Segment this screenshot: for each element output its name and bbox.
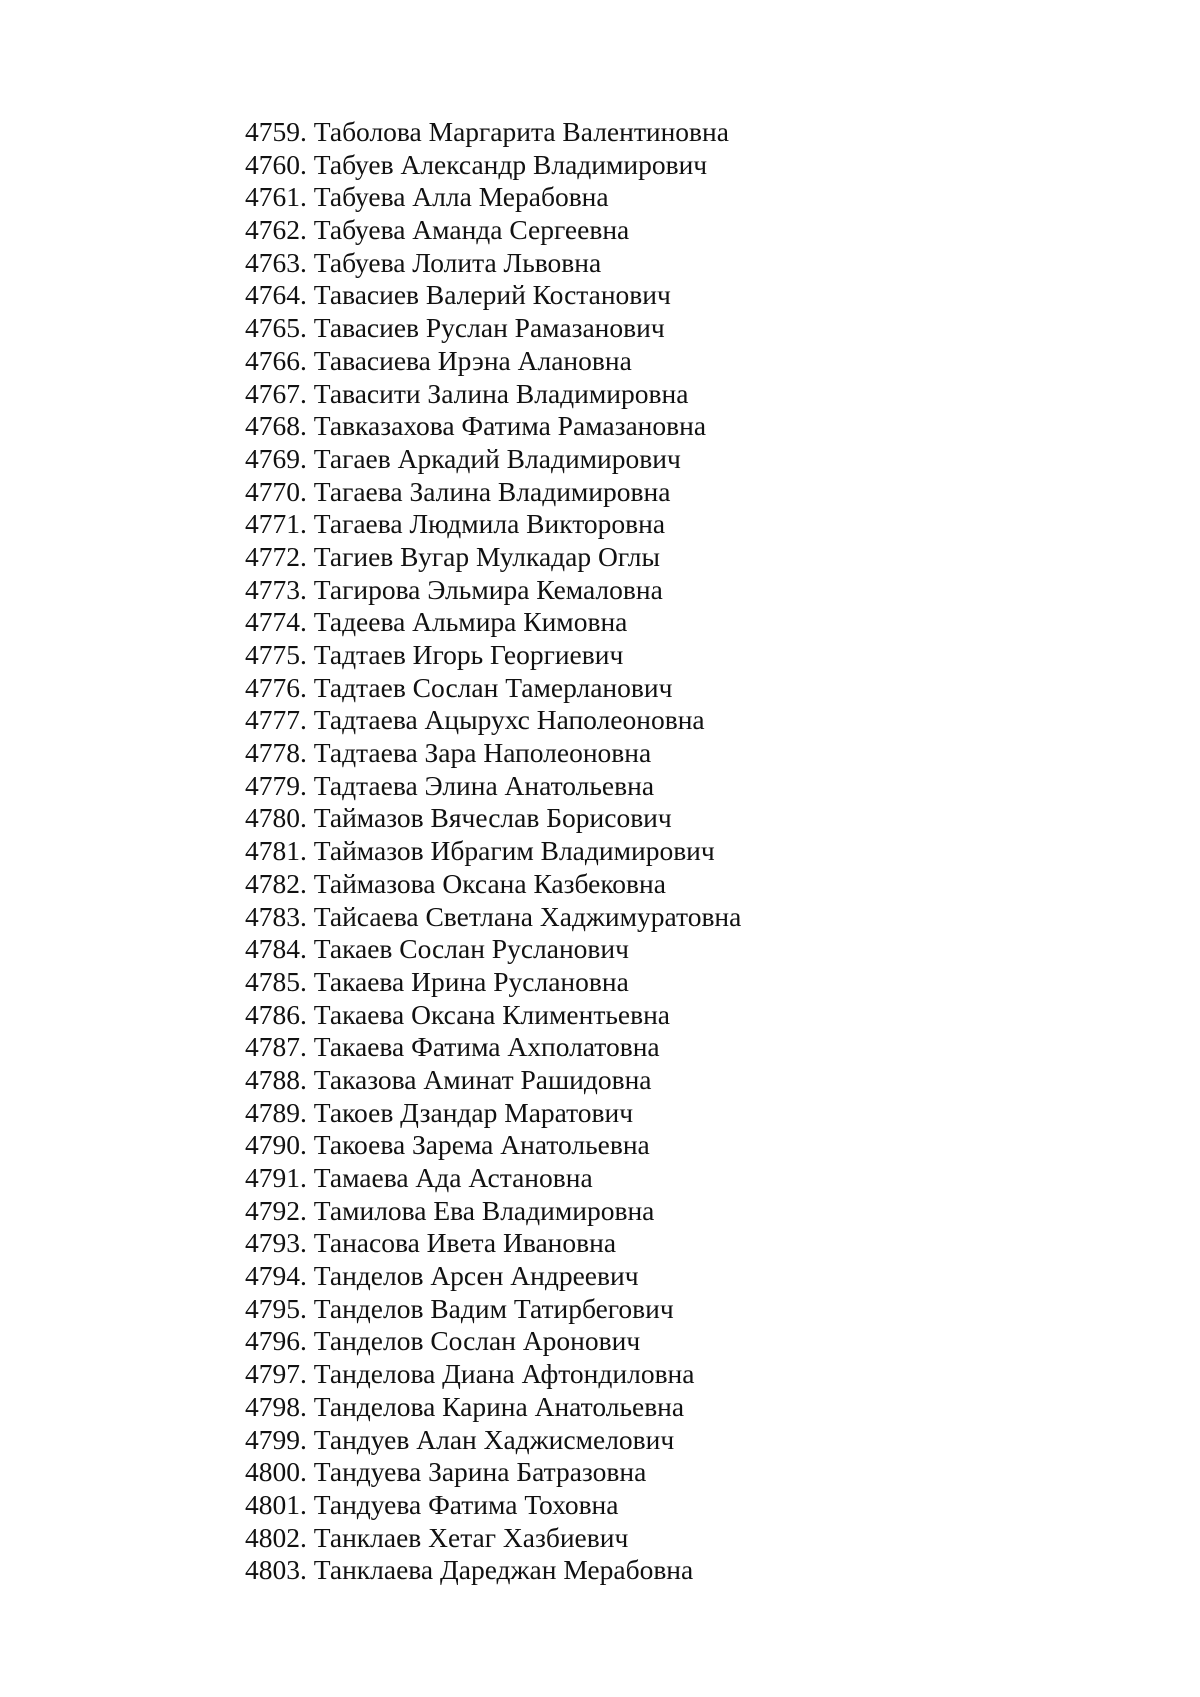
entry-number: 4767. bbox=[245, 377, 307, 409]
entry-number: 4774. bbox=[245, 606, 307, 638]
entry-number: 4777. bbox=[245, 704, 307, 736]
entry-name: Таказова Аминат Рашидовна bbox=[313, 1063, 652, 1095]
list-item bbox=[245, 1325, 741, 1358]
list-item bbox=[245, 149, 741, 182]
entry-name: Таболова Маргарита Валентиновна bbox=[313, 116, 729, 147]
entry-number: 4794. bbox=[245, 1260, 307, 1292]
list-item bbox=[245, 966, 741, 999]
entry-number: 4783. bbox=[245, 900, 307, 932]
list-item bbox=[245, 476, 741, 509]
entry-name: Тагаева Залина Владимировна bbox=[313, 475, 671, 507]
list-item bbox=[245, 835, 741, 868]
entry-number: 4793. bbox=[245, 1227, 307, 1259]
entry-number: 4798. bbox=[245, 1390, 307, 1422]
entry-name: Тандуев Алан Хаджисмелович bbox=[313, 1423, 675, 1455]
entry-number: 4785. bbox=[245, 965, 307, 997]
entry-number: 4796. bbox=[245, 1325, 307, 1357]
entry-number: 4768. bbox=[245, 410, 307, 442]
list-item bbox=[245, 933, 741, 966]
entry-name: Тадтаева Зара Наполеоновна bbox=[313, 737, 652, 769]
list-item bbox=[245, 606, 741, 639]
entry-number: 4759. bbox=[245, 116, 307, 147]
entry-name: Тамилова Ева Владимировна bbox=[313, 1194, 655, 1226]
entry-number: 4801. bbox=[245, 1488, 307, 1520]
entry-number: 4760. bbox=[245, 148, 307, 180]
entry-name: Табуева Лолита Львовна bbox=[313, 246, 602, 278]
entry-number: 4765. bbox=[245, 312, 307, 344]
entry-name: Тандуева Зарина Батразовна bbox=[313, 1456, 647, 1488]
entry-name: Тагаева Людмила Викторовна bbox=[313, 508, 666, 540]
list-item bbox=[245, 378, 741, 411]
entry-number: 4769. bbox=[245, 442, 307, 474]
list-item bbox=[245, 1489, 741, 1522]
list-item bbox=[245, 901, 741, 934]
list-item bbox=[245, 1064, 741, 1097]
list-item bbox=[245, 1195, 741, 1228]
list-item bbox=[245, 345, 741, 378]
list-item bbox=[245, 1554, 741, 1587]
entry-number: 4775. bbox=[245, 639, 307, 670]
entry-number: 4770. bbox=[245, 475, 307, 507]
entry-number: 4795. bbox=[245, 1292, 307, 1324]
entry-name: Табуева Алла Мерабовна bbox=[313, 181, 609, 213]
list-item bbox=[245, 999, 741, 1032]
entry-name: Тавасиев Руслан Рамазанович bbox=[313, 312, 665, 344]
entry-name: Тавасиев Валерий Костанович bbox=[313, 279, 671, 311]
entry-number: 4790. bbox=[245, 1129, 307, 1161]
entry-name: Тадтаева Элина Анатольевна bbox=[313, 769, 655, 801]
entry-name: Тадтаев Сослан Тамерланович bbox=[313, 671, 673, 703]
entry-number: 4764. bbox=[245, 279, 307, 311]
entry-number: 4786. bbox=[245, 998, 307, 1030]
list-item bbox=[245, 1456, 741, 1489]
entry-name: Тагаев Аркадий Владимирович bbox=[313, 442, 681, 474]
list-item bbox=[245, 802, 741, 835]
entry-number: 4761. bbox=[245, 181, 307, 213]
list-item bbox=[245, 1260, 741, 1293]
entry-number: 4800. bbox=[245, 1456, 307, 1488]
entry-number: 4787. bbox=[245, 1031, 307, 1063]
entry-name: Тавасити Залина Владимировна bbox=[313, 377, 689, 409]
list-item bbox=[245, 541, 741, 574]
entry-number: 4791. bbox=[245, 1162, 307, 1193]
entry-name: Такоев Дзандар Маратович bbox=[313, 1096, 634, 1128]
entry-number: 4792. bbox=[245, 1194, 307, 1226]
entry-name: Такаева Оксана Климентьевна bbox=[313, 998, 670, 1030]
entry-number: 4772. bbox=[245, 540, 307, 572]
entry-name: Танделова Карина Анатольевна bbox=[313, 1390, 685, 1422]
entry-number: 4782. bbox=[245, 867, 307, 899]
list-item bbox=[245, 247, 741, 280]
entry-number: 4797. bbox=[245, 1358, 307, 1390]
entry-name: Танделов Арсен Андреевич bbox=[313, 1260, 639, 1292]
entry-name: Тадеева Альмира Кимовна bbox=[313, 606, 628, 638]
entry-name: Тайсаева Светлана Хаджимуратовна bbox=[313, 900, 742, 932]
entry-name: Тандуева Фатима Тоховна bbox=[313, 1488, 619, 1520]
entry-name: Таймазов Ибрагим Владимирович bbox=[313, 835, 715, 867]
entry-name: Танклаева Дареджан Мерабовна bbox=[313, 1554, 694, 1586]
list-item bbox=[245, 1391, 741, 1424]
entry-name: Такаева Ирина Руслановна bbox=[313, 965, 629, 997]
entry-name: Такаев Сослан Русланович bbox=[313, 933, 629, 965]
list-item bbox=[245, 1162, 741, 1195]
list-item bbox=[245, 1129, 741, 1162]
list-item bbox=[245, 672, 741, 705]
list-item bbox=[245, 1031, 741, 1064]
entry-number: 4778. bbox=[245, 737, 307, 769]
list-item bbox=[245, 868, 741, 901]
entry-number: 4763. bbox=[245, 246, 307, 278]
entry-number: 4781. bbox=[245, 835, 307, 867]
entry-name: Тамаева Ада Астановна bbox=[313, 1162, 593, 1193]
list-item bbox=[245, 1358, 741, 1391]
list-item bbox=[245, 639, 741, 672]
entry-name: Тавказахова Фатима Рамазановна bbox=[313, 410, 707, 442]
entry-number: 4799. bbox=[245, 1423, 307, 1455]
entry-number: 4779. bbox=[245, 769, 307, 801]
list-item bbox=[245, 737, 741, 770]
name-list bbox=[245, 116, 741, 1587]
list-item bbox=[245, 508, 741, 541]
list-item bbox=[245, 1424, 741, 1457]
entry-name: Такоева Зарема Анатольевна bbox=[313, 1129, 650, 1161]
entry-number: 4762. bbox=[245, 214, 307, 246]
entry-name: Табуев Александр Владимирович bbox=[313, 148, 708, 180]
list-item bbox=[245, 1293, 741, 1326]
list-item bbox=[245, 116, 741, 149]
list-item bbox=[245, 279, 741, 312]
list-item bbox=[245, 770, 741, 803]
list-item bbox=[245, 1227, 741, 1260]
list-item bbox=[245, 443, 741, 476]
entry-name: Танделов Сослан Аронович bbox=[313, 1325, 641, 1357]
entry-number: 4776. bbox=[245, 671, 307, 703]
list-item bbox=[245, 1097, 741, 1130]
entry-name: Тадтаев Игорь Георгиевич bbox=[313, 639, 624, 670]
list-item bbox=[245, 1522, 741, 1555]
entry-number: 4789. bbox=[245, 1096, 307, 1128]
entry-number: 4773. bbox=[245, 573, 307, 605]
list-item bbox=[245, 574, 741, 607]
entry-name: Танделова Диана Афтондиловна bbox=[313, 1358, 695, 1390]
entry-name: Тадтаева Ацырухс Наполеоновна bbox=[313, 704, 705, 736]
entry-number: 4788. bbox=[245, 1063, 307, 1095]
list-item bbox=[245, 181, 741, 214]
entry-number: 4784. bbox=[245, 933, 307, 965]
entry-name: Табуева Аманда Сергеевна bbox=[313, 214, 630, 246]
entry-name: Такаева Фатима Ахполатовна bbox=[313, 1031, 660, 1063]
entry-name: Танделов Вадим Татирбегович bbox=[313, 1292, 674, 1324]
entry-number: 4780. bbox=[245, 802, 307, 834]
list-item bbox=[245, 704, 741, 737]
list-item bbox=[245, 312, 741, 345]
entry-name: Тагирова Эльмира Кемаловна bbox=[313, 573, 663, 605]
entry-number: 4771. bbox=[245, 508, 307, 540]
entry-number: 4766. bbox=[245, 344, 307, 376]
entry-name: Танасова Ивета Ивановна bbox=[313, 1227, 617, 1259]
list-item bbox=[245, 410, 741, 443]
entry-name: Тавасиева Ирэна Алановна bbox=[313, 344, 632, 376]
entry-number: 4803. bbox=[245, 1554, 307, 1586]
list-item bbox=[245, 214, 741, 247]
entry-number: 4802. bbox=[245, 1521, 307, 1553]
entry-name: Танклаев Хетаг Хазбиевич bbox=[313, 1521, 629, 1553]
entry-name: Тагиев Вугар Мулкадар Оглы bbox=[313, 540, 660, 572]
entry-name: Таймазова Оксана Казбековна bbox=[313, 867, 666, 899]
entry-name: Таймазов Вячеслав Борисович bbox=[313, 802, 672, 834]
